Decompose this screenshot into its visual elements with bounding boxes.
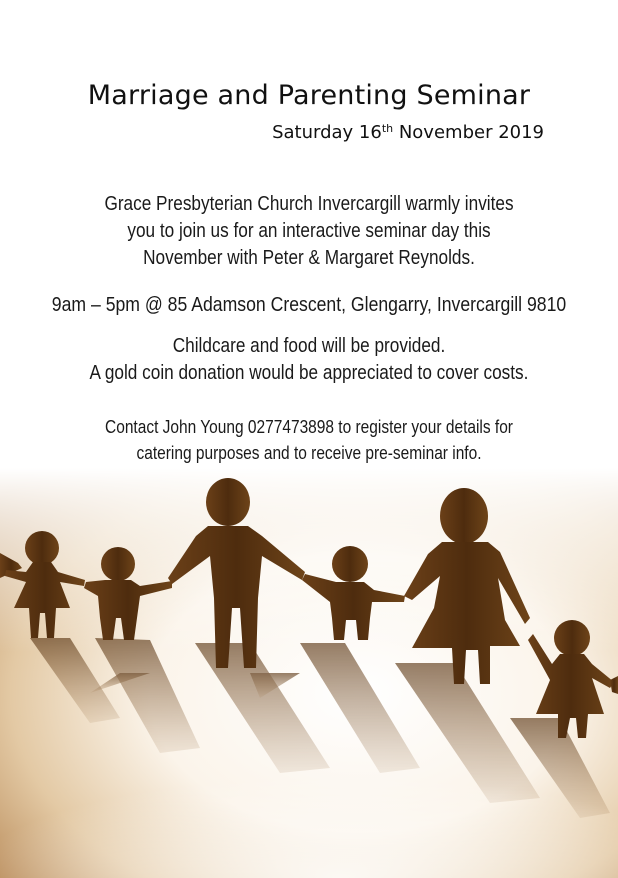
invite-line: November with Peter & Margaret Reynolds. xyxy=(143,247,475,269)
invite-text xyxy=(43,191,574,272)
poster-date xyxy=(272,122,544,143)
childcare-line: Childcare and food will be provided. xyxy=(172,335,446,357)
date-day: Saturday 16 xyxy=(272,122,382,143)
contact-line: Contact John Young 0277473898 to register your details for xyxy=(105,417,513,437)
invite-line: Grace Presbyterian Church Invercargill warmly invites xyxy=(104,193,514,215)
contact-text xyxy=(43,414,574,466)
contact-line: catering purposes and to receive pre-seminar info. xyxy=(136,443,482,463)
childcare-line: A gold coin donation would be appreciated to cover costs. xyxy=(89,362,529,384)
poster-title: Marriage and Parenting Seminar xyxy=(87,80,531,111)
time-location: 9am – 5pm @ 85 Adamson Crescent, Glengarry, Invercargill 9810 xyxy=(51,293,567,316)
paper-chain-family-image xyxy=(0,468,618,878)
date-ordinal: th xyxy=(381,122,394,135)
scene-bottom-light xyxy=(0,708,618,878)
date-month-year: November 2019 xyxy=(393,122,544,143)
childcare-text xyxy=(43,333,574,387)
invite-line: you to join us for an interactive seminar day this xyxy=(127,220,491,242)
